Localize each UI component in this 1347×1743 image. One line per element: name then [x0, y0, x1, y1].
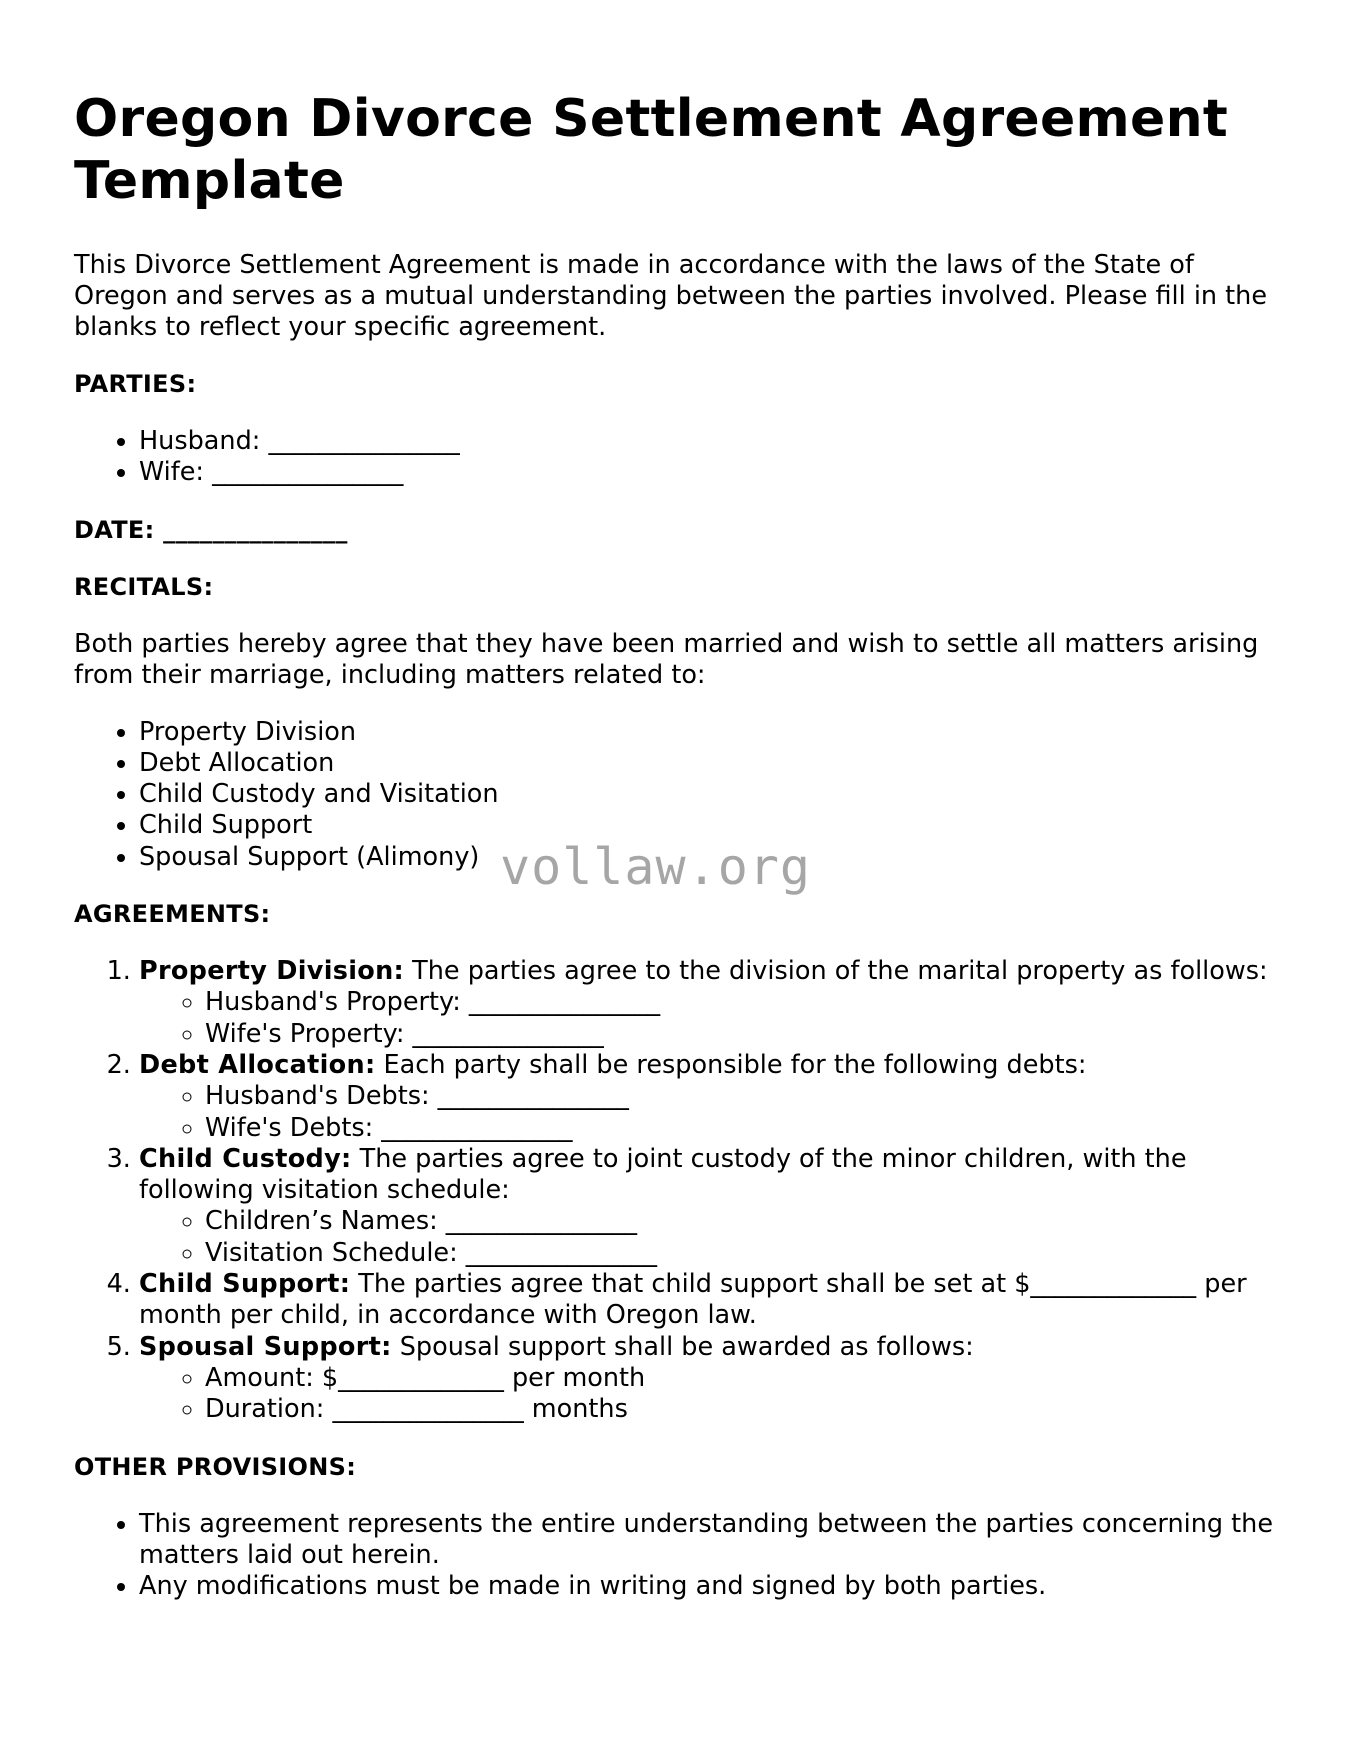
recitals-heading: RECITALS: — [74, 572, 214, 601]
parties-list — [74, 426, 1274, 489]
list-item: • Child Support — [139, 810, 1274, 841]
sub-item: ◦ Husband's Debts: _______________ — [205, 1081, 1274, 1112]
agreement-text: Spousal support shall be awarded as follows: — [391, 1331, 974, 1362]
list-item: • Any modifications must be made in writing and signed by both parties. — [139, 1571, 1274, 1602]
agreement-child-support — [139, 1269, 1274, 1332]
agreement-property-division — [139, 956, 1274, 1050]
intro-paragraph: This Divorce Settlement Agreement is made in accordance with the laws of the State of Oregon and serves as a mutual understanding between the parties involved. Please fill in the blanks to reflect your specific agreement. — [74, 250, 1268, 342]
list-item: • Debt Allocation — [139, 748, 1274, 779]
agreement-sublist — [139, 1081, 1274, 1144]
sub-item: ◦ Visitation Schedule: _______________ — [205, 1238, 1274, 1269]
agreement-text: The parties agree to the division of the marital property as follows: — [404, 956, 1268, 987]
parties-heading: PARTIES: — [74, 370, 197, 398]
party-wife: • Wife: _______________ — [139, 457, 1274, 488]
agreement-sublist — [139, 987, 1274, 1050]
agreement-label: Spousal Support: — [139, 1331, 392, 1362]
agreement-label: Child Custody: — [139, 1143, 352, 1174]
other-provisions-list — [74, 1509, 1274, 1603]
list-item: • Child Custody and Visitation — [139, 779, 1274, 810]
list-item: • Spousal Support (Alimony) — [139, 842, 1274, 873]
agreement-sublist — [139, 1206, 1274, 1269]
agreements-heading: AGREEMENTS: — [74, 900, 271, 929]
agreement-text: The parties agree that child support shall be set at $_____________ per month per child, in accordance with Oregon law. — [139, 1269, 1247, 1331]
agreement-spousal-support — [139, 1332, 1274, 1426]
agreement-text: The parties agree to joint custody of the minor children, with the following visitation schedule: — [139, 1143, 1187, 1206]
sub-item: ◦ Amount: $_____________ per month — [205, 1363, 1274, 1394]
agreement-sublist — [139, 1363, 1274, 1426]
sub-item: ◦ Wife's Debts: _______________ — [205, 1113, 1274, 1144]
date-line: DATE: _______________ — [74, 515, 348, 544]
agreement-text: Each party shall be responsible for the following debts: — [375, 1049, 1087, 1080]
sub-item: ◦ Husband's Property: _______________ — [205, 987, 1274, 1018]
agreement-debt-allocation — [139, 1050, 1274, 1144]
sub-item: ◦ Wife's Property: _______________ — [205, 1019, 1274, 1050]
sub-item: ◦ Duration: _______________ months — [205, 1394, 1274, 1425]
watermark: vollaw.org — [500, 838, 812, 896]
agreements-list — [74, 956, 1274, 1425]
agreement-label: Property Division: — [139, 956, 405, 987]
agreement-label: Debt Allocation: — [139, 1049, 376, 1080]
list-item: • This agreement represents the entire understanding between the parties concerning the matters laid out herein. — [139, 1509, 1274, 1572]
recitals-text: Both parties hereby agree that they have been married and wish to settle all matters arising from their marriage, including matters related to: — [74, 628, 1259, 690]
party-husband: • Husband: _______________ — [139, 426, 1274, 457]
list-item: • Property Division — [139, 717, 1274, 748]
agreement-label: Child Support: — [139, 1269, 351, 1300]
document-title: Oregon Divorce Settlement Agreement Template — [74, 89, 1229, 211]
sub-item: ◦ Children’s Names: _______________ — [205, 1206, 1274, 1237]
other-provisions-heading: OTHER PROVISIONS: — [74, 1452, 357, 1481]
agreement-child-custody — [139, 1144, 1274, 1269]
